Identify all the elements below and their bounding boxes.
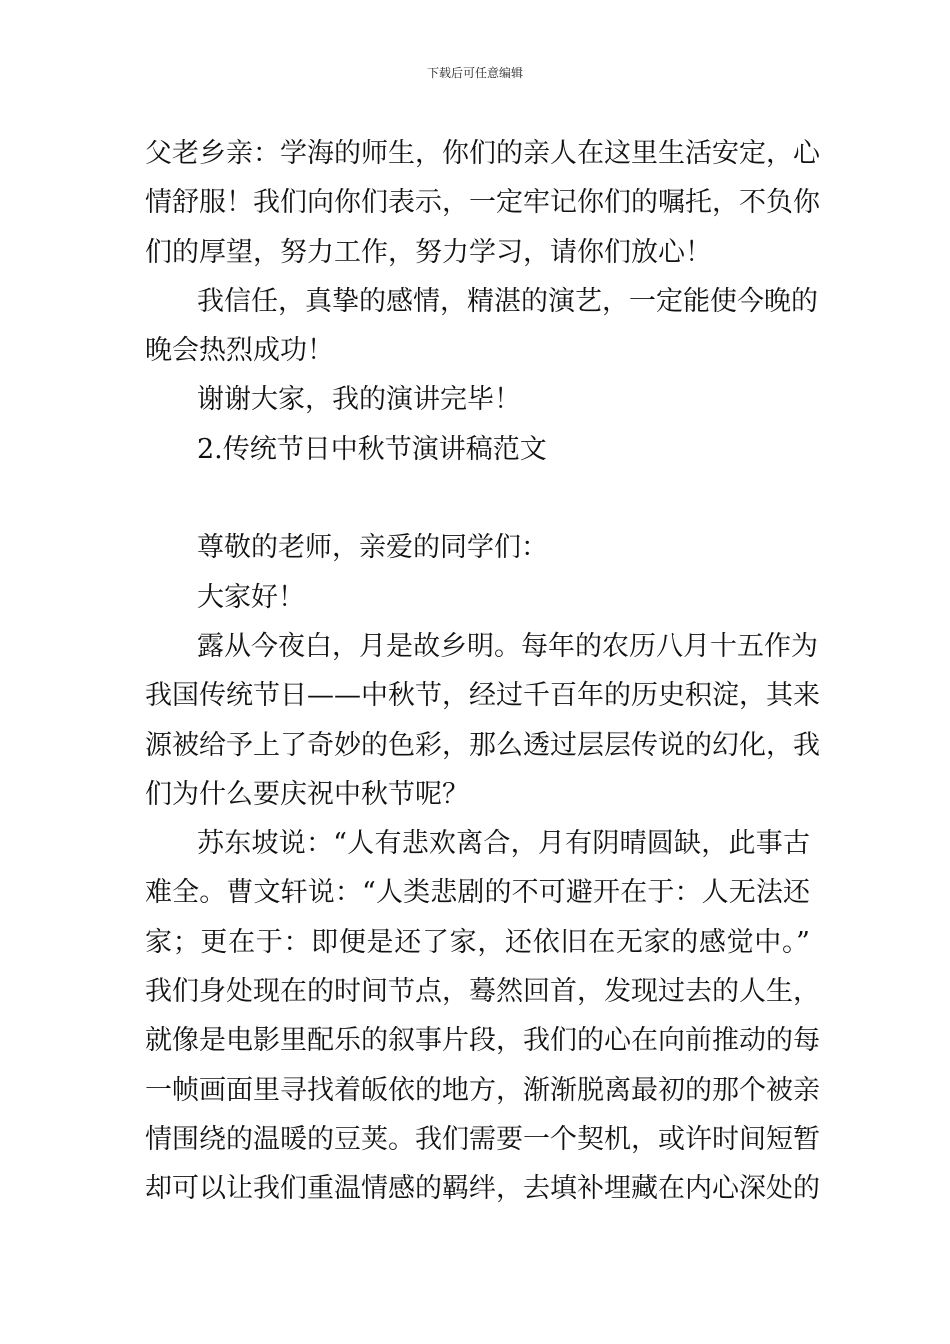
paragraph-start-line: 露从今夜白，月是故乡明。每年的农历八月十五作为: [197, 630, 818, 662]
text-line: 们为什么要庆祝中秋节呢？: [145, 778, 469, 810]
greeting-line: 大家好！: [197, 581, 305, 613]
text-line: 就像是电影里配乐的叙事片段，我们的心在向前推动的每: [145, 1025, 820, 1057]
text-line: 一帧画面里寻找着皈依的地方，渐渐脱离最初的那个被亲: [145, 1074, 820, 1106]
text-line: 我国传统节日——中秋节，经过千百年的历史积淀，其来: [145, 680, 820, 712]
text-line: 家；更在于：即便是还了家，还依旧在无家的感觉中。”: [145, 926, 810, 958]
document-body: [145, 129, 820, 1214]
text-line: 情围绕的温暖的豆荚。我们需要一个契机，或许时间短暂: [145, 1123, 820, 1155]
text-line: 却可以让我们重温情感的羁绊，去填补埋藏在内心深处的: [145, 1173, 820, 1205]
text-line: 父老乡亲：学海的师生，你们的亲人在这里生活安定，心: [145, 138, 820, 169]
paragraph-start-line: 谢谢大家，我的演讲完毕！: [197, 384, 521, 416]
salutation-line: 尊敬的老师，亲爱的同学们：: [197, 532, 548, 564]
text-line: 我们身处现在的时间节点，蓦然回首，发现过去的人生，: [145, 976, 820, 1008]
text-line: 晚会热烈成功！: [145, 335, 334, 367]
blank-line: [145, 474, 810, 523]
text-line: 源被给予上了奇妙的色彩，那么透过层层传说的幻化，我: [145, 729, 820, 761]
text-line: 难全。曹文轩说：“人类悲剧的不可避开在于：人无法还: [145, 877, 810, 909]
page-header: 下载后可任意编辑: [426, 66, 523, 80]
paragraph-start-line: 我信任，真挚的感情，精湛的演艺，一定能使今晚的: [197, 285, 818, 317]
section-heading: 2.传统节日中秋节演讲稿范文: [197, 433, 547, 465]
paragraph-start-line: 苏东坡说：“人有悲欢离合，月有阴晴圆缺，此事古: [197, 828, 810, 860]
text-line: 情舒服！我们向你们表示，一定牢记你们的嘱托，不负你: [145, 187, 820, 219]
text-line: 们的厚望，努力工作，努力学习，请你们放心！: [145, 236, 712, 268]
